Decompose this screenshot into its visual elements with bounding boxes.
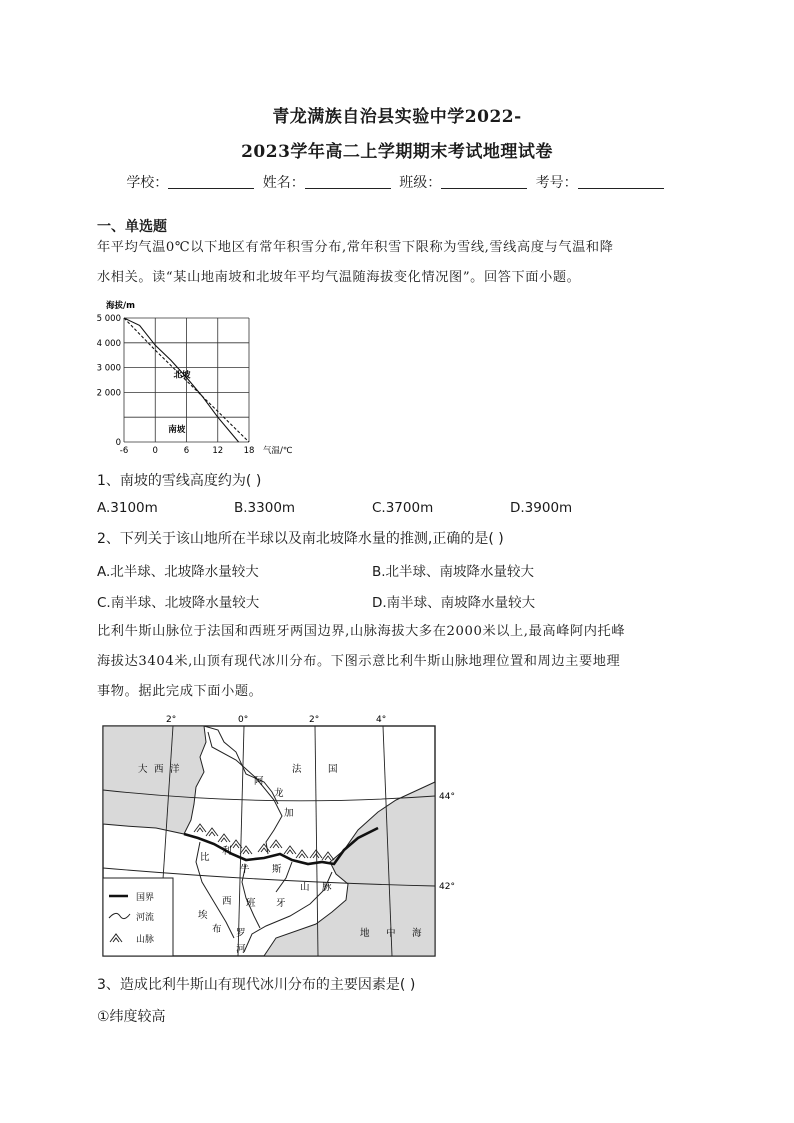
north-slope-label: 北坡 xyxy=(173,370,191,381)
chart-y-label: 海拔/m xyxy=(106,301,135,311)
chart-x-tick: 0 xyxy=(152,446,158,456)
chart-y-tick: 3 000 xyxy=(96,363,121,374)
chart-x-tick: 6 xyxy=(183,446,190,456)
exam-no-blank[interactable] xyxy=(578,174,664,189)
france-char-1: 法 xyxy=(292,764,302,775)
question-3-stem: 3、造成比利牛斯山有现代冰川分布的主要因素是( ) xyxy=(97,977,416,993)
spain-char-2: 班 xyxy=(246,898,256,909)
q1-option-a[interactable]: A.3100m xyxy=(97,500,158,516)
lon-label-0: 0° xyxy=(238,715,249,725)
ebro-char-4: 河 xyxy=(236,944,246,955)
chart-y-tick: 2 000 xyxy=(96,388,121,399)
garonne-char-1: 阿 xyxy=(254,776,264,787)
atlantic-char-3: 洋 xyxy=(170,764,180,775)
name-label: 姓名： xyxy=(262,175,305,191)
chart-x-tick: 18 xyxy=(243,446,255,456)
passage-2 xyxy=(97,617,697,707)
lon-label-4e: 4° xyxy=(376,715,387,725)
chart-y-tick: 0 xyxy=(115,438,121,448)
france-char-2: 国 xyxy=(328,764,338,775)
pyrenees-char-4: 斯 xyxy=(272,864,282,875)
chart-labels xyxy=(97,300,293,456)
spain-char-1: 西 xyxy=(222,896,232,907)
legend-mountain-label: 山脉 xyxy=(136,935,155,945)
atlantic-char-1: 大 xyxy=(138,764,148,775)
legend-river-label: 河流 xyxy=(136,913,155,923)
lat-label-42: 42° xyxy=(439,882,455,892)
question-1-stem: 1、南坡的雪线高度约为( ) xyxy=(97,473,262,489)
pyrenees-char-3: 牛 xyxy=(240,864,250,875)
ebro-char-1: 埃 xyxy=(198,910,208,921)
garonne-char-2: 龙 xyxy=(274,788,284,799)
med-char-2: 中 xyxy=(386,928,396,939)
ebro-char-2: 布 xyxy=(212,924,222,935)
pyrenees-char-1: 比 xyxy=(200,852,210,863)
passage-2-line-1: 比利牛斯山脉位于法国和西班牙两国边界,山脉海拔大多在2000米以上,最高峰阿内托峰 xyxy=(97,624,626,639)
pyrenees-char-6: 脉 xyxy=(322,882,332,893)
ebro-char-3: 罗 xyxy=(236,928,246,939)
school-label: 学校： xyxy=(126,175,169,191)
med-char-1: 地 xyxy=(360,928,370,939)
pyrenees-char-2: 利 xyxy=(222,846,232,857)
question-2-stem: 2、下列关于该山地所在半球以及南北坡降水量的推测,正确的是( ) xyxy=(97,531,504,547)
q2-option-c[interactable]: C.南半球、北坡降水量较大 xyxy=(97,595,260,611)
title-line-2: 2023学年高二上学期期末考试地理试卷 xyxy=(241,142,553,162)
atlantic-ocean xyxy=(103,726,206,834)
passage-2-line-2: 海拔达3404米,山顶有现代冰川分布。下图示意比利牛斯山脉地理位置和周边主要地理 xyxy=(97,654,621,669)
passage-1 xyxy=(97,233,697,293)
class-label: 班级： xyxy=(399,175,442,191)
class-blank[interactable] xyxy=(441,174,527,189)
atlantic-char-2: 西 xyxy=(154,764,164,775)
passage-1-line-1: 年平均气温0℃以下地区有常年积雪分布,常年积雪下限称为雪线,雪线高度与气温和降 xyxy=(97,240,614,255)
spain-char-3: 牙 xyxy=(276,898,286,909)
garonne-char-3: 加 xyxy=(284,808,294,819)
south-slope-label: 南坡 xyxy=(168,425,186,436)
map-legend xyxy=(103,878,173,956)
q1-option-c[interactable]: C.3700m xyxy=(372,500,434,516)
exam-no-label: 考号： xyxy=(535,175,578,191)
chart-y-tick: 4 000 xyxy=(96,338,121,349)
chart-y-tick: 5 000 xyxy=(96,314,121,324)
lon-label-2e: 2° xyxy=(309,715,320,725)
med-char-3: 海 xyxy=(412,928,422,939)
q2-option-a[interactable]: A.北半球、北坡降水量较大 xyxy=(97,564,259,580)
q1-option-d[interactable]: D.3900m xyxy=(510,500,573,516)
name-blank[interactable] xyxy=(305,174,391,189)
temperature-altitude-chart xyxy=(96,296,306,458)
pyrenees-char-5: 山 xyxy=(300,882,310,893)
lat-label-44: 44° xyxy=(439,792,455,802)
passage-2-line-3: 事物。据此完成下面小题。 xyxy=(97,684,263,699)
school-blank[interactable] xyxy=(168,174,254,189)
passage-1-line-2: 水相关。读“某山地南坡和北坡年平均气温随海拔变化情况图”。回答下面小题。 xyxy=(97,270,581,285)
section-heading: 一、单选题 xyxy=(97,219,167,235)
q1-option-b[interactable]: B.3300m xyxy=(234,500,296,516)
q2-option-d[interactable]: D.南半球、南坡降水量较大 xyxy=(372,595,536,611)
legend-border-label: 国界 xyxy=(136,893,155,903)
chart-x-label: 气温/℃ xyxy=(263,446,293,456)
q2-option-b[interactable]: B.北半球、南坡降水量较大 xyxy=(372,564,535,580)
title-line-1: 青龙满族自治县实验中学2022- xyxy=(272,107,522,127)
student-info-row xyxy=(0,172,794,192)
chart-x-tick: 12 xyxy=(212,446,224,456)
question-3-item-1: ①纬度较高 xyxy=(97,1009,166,1025)
pyrenees-map xyxy=(96,712,462,960)
lon-label-2w: 2° xyxy=(166,715,177,725)
chart-x-tick: -6 xyxy=(119,446,129,456)
